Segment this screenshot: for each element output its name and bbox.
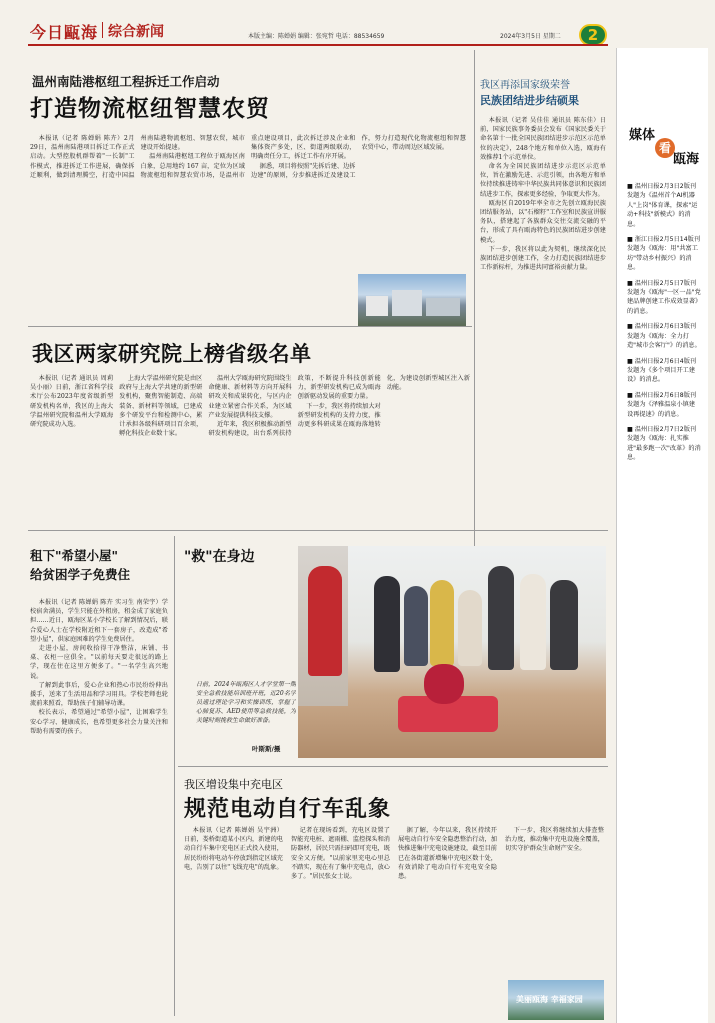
article-body — [480, 116, 606, 576]
sidebar-entry: ■ 温州日报2月5日7版刊发题为《瓯海"一区一品"党建品牌创建工作成效显著》的消息。 — [627, 279, 701, 315]
sidebar-entry: ■ 温州日报2月6日3版刊发题为《瓯海：全力打造"城市会客厅"》的消息。 — [627, 323, 701, 350]
article-paragraph: 本报讯（记者 通讯员 周莉 吴小丽）日前，浙江省科学技术厅公布2023年度省级新型研发机构名单，我区的上海大学温州研究院和温州大学瓯海研究院成功入选。 — [30, 375, 114, 429]
article-paragraph: 据了解，今年以来，我区持续开展电动自行车安全隐患整治行动，加快推进集中充电设施建设，截至目前已在各街道新增集中充电区数十处，有效消除了电动自行车充电安全隐患。 — [398, 827, 497, 881]
article-headline: 打造物流枢纽智慧农贸 — [30, 96, 270, 122]
masthead-divider — [102, 22, 103, 38]
article-headline: 我区两家研究院上榜省级名单 — [32, 342, 312, 366]
article-paragraph: 下一步，我区将继续加大排查整治力度，推动集中充电设施全覆盖，切实守护群众生命财产安全。 — [505, 827, 604, 853]
article-paragraph: 据悉，项目将按照"先拆后建、边拆边建"的原则，分步推进拆迁及建设工作，努力打造现代化物流枢纽和智慧农贸中心，带动周边区域发展。 — [251, 135, 466, 179]
masthead — [0, 0, 715, 46]
article-paragraph: 本报讯（记者 陈婵娟 陈卉）2月29日，温州南陆港项目拆迁工作正式启动。大型控股机群帮着"一长制"工作模式，推进拆迁工作进展，确保拆迁顺利，做到清理腾空，打造中国温州南陆港物流枢纽、智慧农贸，城市建设开始提速。 — [30, 135, 245, 179]
sidebar-title-ouhai: 瓯海 — [673, 152, 700, 167]
article-paragraph: 校长表示，希望通过"希望小屋"，让困难学生安心学习、健康成长，也希望更多社会力量关注和帮助有需要的孩子。 — [30, 709, 168, 735]
article-headline-line2: 给贫困学子免费住 — [30, 567, 131, 582]
sidebar-entry: ■ 温州日报2月7日2版刊发题为《瓯海：扎实推进"最多跑一次"改革》的消息。 — [627, 425, 701, 462]
article-body — [30, 598, 168, 1016]
article-paragraph: 下一步，我区将持续加大对新型研发机构的支持力度，推动更多科研成果在瓯海落地转化，为建设创新型城区注入新动能。 — [297, 375, 470, 429]
article-kicker: 我区增设集中充电区 — [184, 778, 283, 791]
article-paragraph: 温州大学瓯海研究院围绕生命健康、新材料等方向开展科研攻关和成果转化，与区内企业建立紧密合作关系，为区域产业发展提供科技支撑。 — [208, 375, 292, 419]
column-rule — [474, 50, 475, 580]
masthead-logo: 今日甌海 — [30, 23, 99, 42]
section-rule — [28, 326, 472, 327]
sidebar-entry: ■ 温州日报2月6日8版刊发题为《泽雅温泉小镇建设再提速》的消息。 — [627, 391, 697, 418]
article-paragraph: 近年来，我区积极推动新型研发机构建设，出台系列扶持政策，不断提升科技创新能力，新型研发机构已成为瓯海创新驱动发展的重要力量。 — [208, 375, 381, 438]
article-paragraph: 记者在现场看到，充电区设置了智能充电桩、遮雨棚、监控探头和消防器材，居民只需扫码即可充电，既安全又方便。"以前家里充电心里总不踏实，现在有了集中充电点，放心多了。"居民张女士说。 — [291, 827, 390, 881]
article-ethnic-unity — [480, 48, 606, 578]
logistics-hub-rendering — [358, 274, 466, 326]
media-sidebar — [616, 48, 708, 1023]
ad-banner — [508, 980, 604, 1020]
article-hope-house — [28, 532, 170, 1020]
article-paragraph: 本报讯（记者 陈婵娟 吴宇洲）日前，娄桥街道某小区内，新建的电动自行车集中充电区正式投入使用，居民纷纷将电动车停放到指定区域充电，告别了以往"飞线充电"的乱象。 — [184, 827, 283, 871]
article-paragraph: 走进小屋，房间收拾得干净整洁，床铺、书桌、衣柜一应俱全。"以前每天要走很远的路上学，现在住在这里方便多了。"一名学生高兴地说。 — [30, 645, 168, 680]
article-logistics-hub — [28, 48, 468, 324]
photo-story — [178, 532, 608, 764]
article-paragraph: 命名为全国民族团结进步示范区示范单位，旨在激励先进、示范引领，由各地方和单位持续推进铸牢中华民族共同体意识和民族团结进步工作，探索更多经验，争取更大作为。 — [480, 163, 606, 198]
article-paragraph: 本报讯（记者 吴佳佳 通讯员 陈东佳）日前，国家民族事务委员会发布《国家民委关于命名第十一批全国民族团结进步示范区示范单位的决定》，248个地方和单位入选，瓯海有效推荐1个示范单位。 — [480, 117, 606, 161]
editor-credits: 本版主编：陈婵娟 编辑：张宛哲 电话：88534659 — [248, 33, 385, 40]
section-title: 综合新闻 — [108, 24, 164, 40]
photo-story-title: "救"在身边 — [184, 549, 255, 565]
article-headline: 规范电动自行车乱象 — [184, 797, 392, 822]
article-paragraph: 温州南陆港枢纽工程位于瓯海区南白象，总用地约 167 亩，定位为区域物流枢纽和智慧农贸市场，是温州市重点建设项目，此次拆迁涉及企业和集体资产多处，区、街道两级联动，明确责任分工，拆迁工作有序开展。 — [140, 135, 356, 179]
first-aid-training-photo — [298, 546, 606, 758]
masthead-rule — [28, 44, 608, 46]
page-number: 2 — [587, 26, 599, 44]
article-ebike-charging — [178, 768, 608, 1020]
article-kicker: 温州南陆港枢纽工程拆迁工作启动 — [32, 74, 220, 89]
article-paragraph: 上海大学温州研究院是由区政府与上海大学共建的新型研发机构，聚焦智能制造、高端装备、新材料等领域，已建成多个研发平台和检测中心，累计承担各级科研项目百余项，孵化科技企业数十家。 — [119, 375, 203, 438]
photo-caption: 日前，2024年瓯海区人才学堂第一期安全急救技能培训班开班，近20名学员通过理论学习和实操训练，掌握了心肺复苏、AED使用等急救技能，为关键时刻挽救生命做好准备。 — [196, 681, 296, 724]
sidebar-title-look: 看 — [655, 138, 675, 158]
article-paragraph: 本报讯（记者 陈婵娟 陈卉 实习生 南荣宇）学校宿舍满员，学生只能在外租房，租金成了家庭负担……近日，瓯海区某小学校长了解到情况后，联合爱心人士在学校附近租下一套房子，改造成"希望小屋"，供家庭困难的学生免费居住。 — [30, 599, 168, 643]
article-kicker: 我区再添国家级荣誉 — [480, 80, 570, 91]
article-headline: 民族团结进步结硕果 — [480, 94, 579, 107]
article-research-institutes — [28, 328, 474, 528]
column-rule — [174, 536, 175, 1016]
sidebar-entry: ■ 浙江日报2月5日14版刊发题为《瓯海：用"共富工坊"带动乡村振兴》的消息。 — [627, 236, 701, 272]
issue-date: 2024年3月5日 星期二 — [500, 33, 561, 40]
article-paragraph: 下一步，我区将以此为契机，继续深化民族团结进步创建工作，全力打造民族团结进步工作新标杆，为推进共同富裕贡献力量。 — [480, 245, 606, 272]
sidebar-entry: ■ 温州日报2月6日4版刊发题为《多个项目开工建设》的消息。 — [627, 357, 697, 384]
page-number-badge — [579, 24, 607, 46]
article-paragraph: 瓯海区自2019年率全市之先创立瓯海民族团结服务站，以"石榴籽"工作室和民族宣讲服务队，搭建起了各族群众交往交流交融的平台，形成了具有瓯海特色的民族团结进步创建模式。 — [480, 199, 606, 244]
sidebar-title-media: 媒体 — [629, 128, 656, 143]
sidebar-entries — [627, 182, 701, 1012]
sidebar-title — [629, 120, 701, 167]
sidebar-entry: ■ 温州日报2月3日2版刊发题为《温州首个AI机器人"上岗"体育课，探索"运动+科技"新模式》的消息。 — [627, 183, 698, 228]
article-paragraph: 了解到此事后，爱心企业和热心市民纷纷伸出援手，送来了生活用品和学习用具。学校老师也轮流前来照看，帮助孩子们辅导功课。 — [30, 681, 168, 708]
article-headline-line1: 租下"希望小屋" — [30, 548, 119, 563]
section-rule — [28, 530, 608, 531]
photo-credit: 叶斯斯/摄 — [252, 745, 281, 753]
section-rule — [178, 766, 608, 767]
article-body — [30, 374, 470, 522]
ad-banner-text: 美丽瓯海 幸福家园 — [516, 994, 583, 1004]
